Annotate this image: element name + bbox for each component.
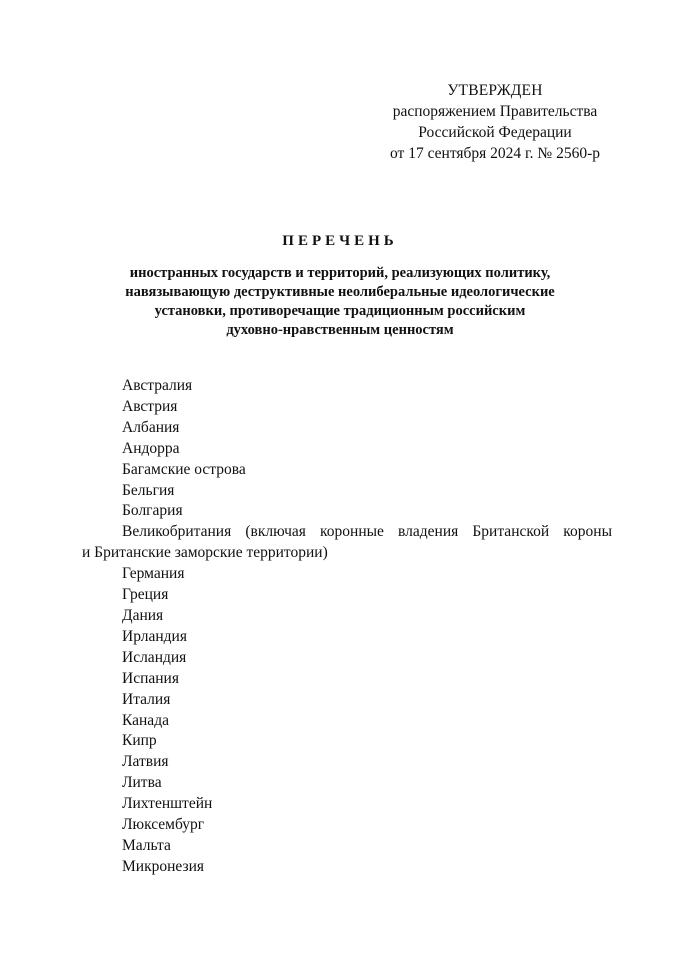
subheading-line-4: духовно-нравственным ценностям: [226, 322, 454, 338]
list-item: [82, 857, 612, 878]
list-item: [82, 752, 612, 773]
list-item: [82, 606, 612, 627]
list-item: [82, 648, 612, 669]
country-name: Италия: [122, 690, 171, 708]
approval-line-1: распоряжением Правительства: [392, 103, 598, 120]
document-subheading: [60, 264, 620, 340]
country-name: Бельгия: [122, 481, 175, 499]
country-name: Германия: [122, 565, 185, 583]
list-item: [82, 376, 612, 397]
country-name: Багамские острова: [122, 460, 246, 478]
country-name: Исландия: [122, 648, 187, 666]
country-name: Лихтенштейн: [122, 795, 213, 813]
country-name: Греция: [122, 586, 169, 604]
country-name: Латвия: [122, 753, 169, 771]
country-name: Литва: [122, 774, 162, 792]
country-name: Албания: [122, 418, 180, 436]
country-name: Австралия: [122, 377, 193, 394]
subheading-line-1: иностранных государств и территорий, реализующих политику,: [129, 265, 551, 281]
list-item: [82, 731, 612, 752]
country-name: Ирландия: [122, 627, 187, 645]
country-list: [82, 376, 612, 878]
country-name: Микронезия: [122, 857, 205, 875]
list-item: [82, 690, 612, 711]
list-item: [82, 711, 612, 732]
country-name: Болгария: [122, 502, 183, 520]
list-item: [82, 439, 612, 460]
country-name: Люксембург: [122, 816, 205, 834]
list-item: [82, 627, 612, 648]
approval-line-2: Российской Федерации: [418, 124, 572, 141]
country-name: Мальта: [122, 836, 171, 854]
country-name: Великобритания (включая коронные владения Британской короны: [122, 523, 612, 541]
list-item: [82, 564, 612, 585]
list-item: [82, 460, 612, 481]
list-item: [82, 794, 612, 815]
subheading-line-2: навязывающую деструктивные неолиберальные идеологические: [125, 284, 555, 300]
list-item: [82, 585, 612, 606]
list-item: [82, 522, 612, 564]
country-name-continuation: и Британские заморские территории): [82, 544, 328, 562]
list-item: [82, 418, 612, 439]
list-item: [82, 481, 612, 502]
approval-line-3: от 17 сентября 2024 г. № 2560-р: [390, 145, 600, 162]
country-name: Кипр: [122, 732, 157, 750]
country-name: Дания: [122, 606, 164, 624]
list-item: [82, 815, 612, 836]
country-name: Андорра: [122, 439, 180, 457]
list-item: [82, 501, 612, 522]
approval-stamp: [360, 80, 630, 164]
document-heading: ПЕРЕЧЕНЬ: [282, 233, 398, 249]
country-name: Австрия: [122, 397, 178, 415]
country-name: Канада: [122, 711, 169, 729]
list-item: [82, 669, 612, 690]
country-name: Испания: [122, 669, 179, 687]
list-item: [82, 773, 612, 794]
approval-title: УТВЕРЖДЕН: [447, 82, 543, 99]
list-item: [82, 397, 612, 418]
subheading-line-3: установки, противоречащие традиционным российским: [154, 303, 526, 319]
list-item: [82, 836, 612, 857]
